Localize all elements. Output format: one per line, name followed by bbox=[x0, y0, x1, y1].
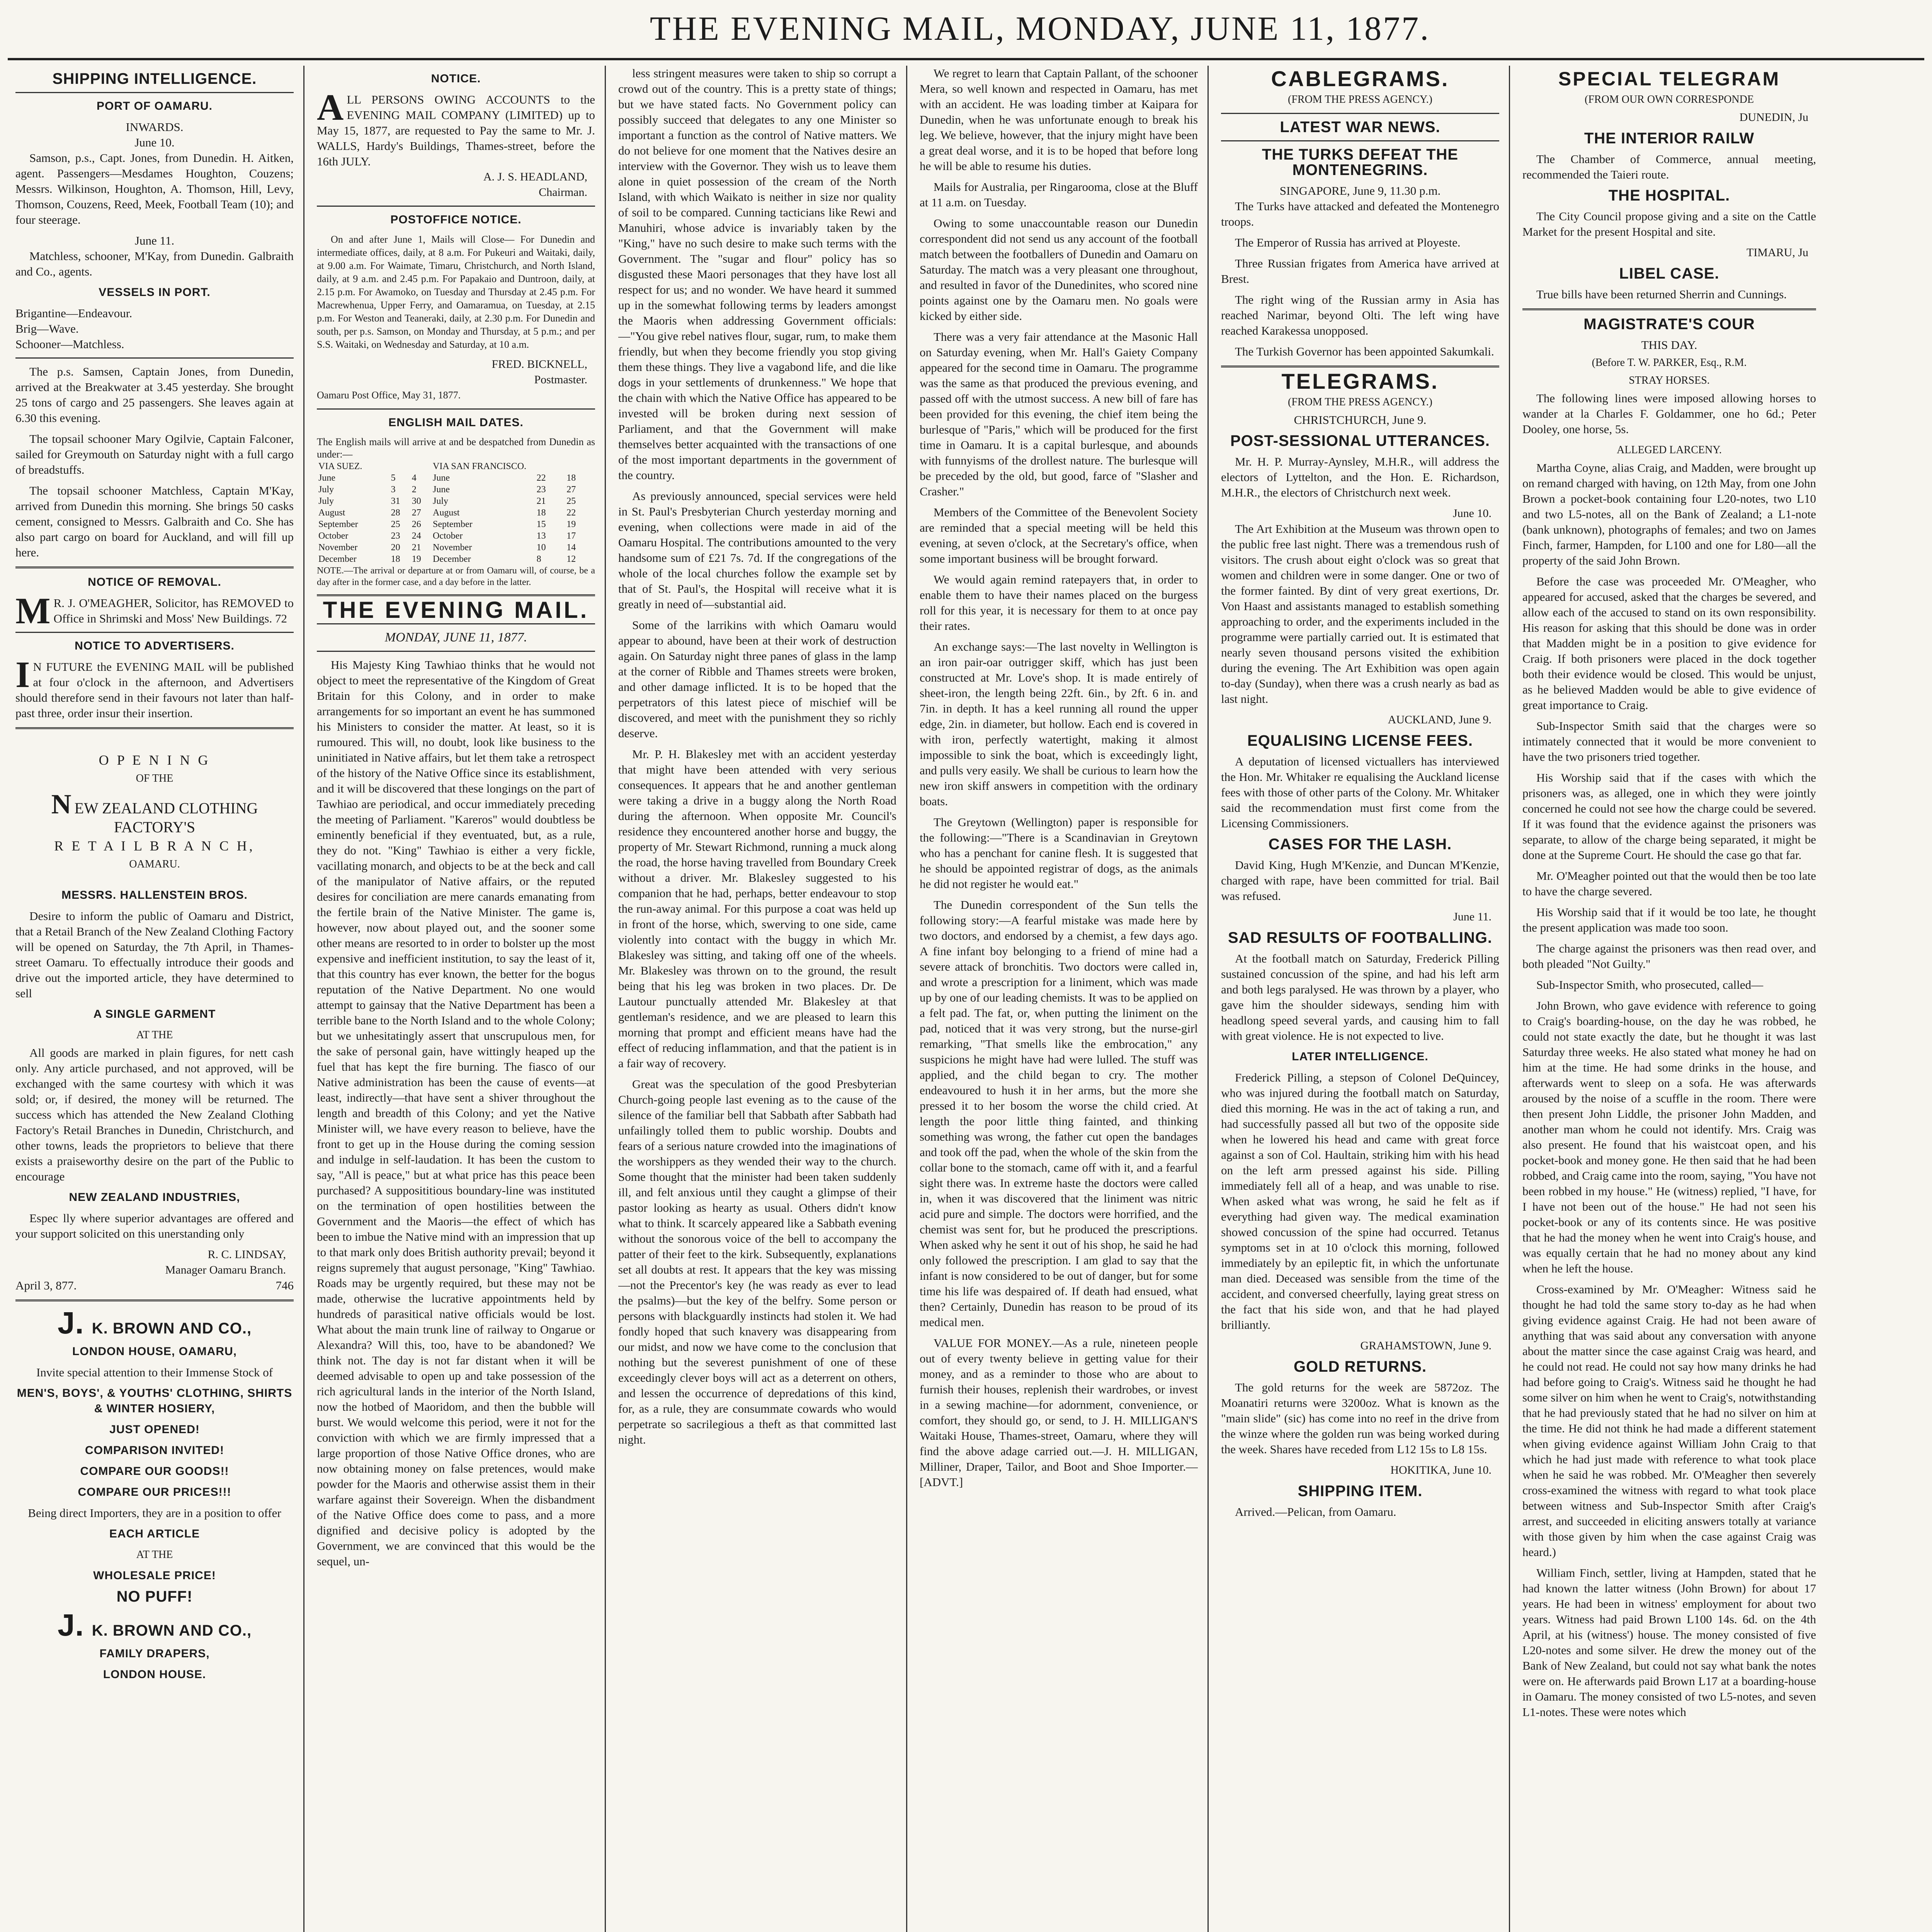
court-paragraph: His Worship said that if it would be too late, he thought the present application was made too soon. bbox=[1522, 905, 1816, 934]
football-heading: SAD RESULTS OF FOOTBALLING. bbox=[1228, 929, 1492, 946]
table-cell: 10 bbox=[536, 543, 546, 553]
column-rule bbox=[1509, 66, 1510, 1932]
divider bbox=[15, 92, 294, 93]
invite-text: Invite special attention to their Immense Stock of bbox=[36, 1366, 273, 1379]
table-cell: November bbox=[433, 543, 472, 553]
court-paragraph: Before the case was proceeded Mr. O'Meagher, who appeared for accused, asked that the charges be severed, and allow each of the accused to stand on its own responsibility. His reason for asking that this should be done was in order that Madden might be in a position to give evidence for Craig. If both prisoners were placed in the dock together both their evidence would be closed. This would be unjust, as he believed Madden would be able to give evidence of great importance to Craig. bbox=[1522, 575, 1816, 712]
special-telegram-heading: SPECIAL TELEGRAM bbox=[1558, 68, 1781, 90]
article-paragraph: Members of the Committee of the Benevolent Society are reminded that a special meeting will be held this evening, at seven o'clock, at the Secretary's office, when some important business will be brought forward. bbox=[920, 505, 1198, 565]
table-cell: 13 bbox=[536, 531, 546, 541]
ad-number: 746 bbox=[276, 1279, 294, 1292]
table-cell: 25 bbox=[391, 519, 400, 529]
table-cell: July bbox=[318, 496, 334, 506]
lash-heading: CASES FOR THE LASH. bbox=[1268, 836, 1452, 853]
table-cell: 30 bbox=[412, 496, 421, 506]
removal-text: R. J. O'MEAGHER, Solicitor, has REMOVED to Office in Shrimski and Moss' New Buildings. bbox=[53, 596, 294, 625]
latest-war-heading: LATEST WAR NEWS. bbox=[1280, 119, 1440, 136]
column-6-inner bbox=[1522, 68, 1816, 1720]
court-heading: MAGISTRATE'S COUR bbox=[1583, 316, 1755, 333]
dateline: TIMARU, Ju bbox=[1746, 246, 1808, 259]
divider bbox=[317, 594, 595, 596]
table-cell: 18 bbox=[566, 473, 576, 483]
oamaru-label: OAMARU. bbox=[129, 858, 180, 870]
table-cell: December bbox=[318, 554, 357, 564]
divider bbox=[1221, 113, 1499, 114]
table-cell: 8 bbox=[536, 554, 541, 564]
table-row bbox=[317, 484, 595, 495]
table-cell: June bbox=[318, 473, 335, 483]
dropcap-i: I bbox=[15, 654, 30, 695]
brown-ad bbox=[15, 1308, 294, 1682]
dateline: CHRISTCHURCH, June 9. bbox=[1294, 413, 1427, 427]
article-paragraph: Owing to some unaccountable reason our Dunedin correspondent did not send us any account of the football match between the footballers of Dunedin and Oamaru on Saturday. The match was a very pleasant one throughout, and resulted in favor of the Dunedinites, who scored nine points against one by the Oamaru men. No goals were kicked by either side. bbox=[920, 216, 1198, 323]
divider bbox=[317, 623, 595, 624]
table-cell: August bbox=[433, 508, 460, 518]
signature-name: R. C. LINDSAY, bbox=[207, 1248, 286, 1261]
article-paragraph: The Greytown (Wellington) paper is responsible for the following:—"There is a Scandinavian in Greytown who has a penchant for canine flesh. It is suggested that he should be appointed registrar of dogs, as the animals he did not register he would eat." bbox=[920, 815, 1198, 891]
article-paragraph: Mails for Australia, per Ringarooma, close at the Bluff at 11 a.m. on Tuesday. bbox=[920, 180, 1198, 209]
column-6 bbox=[1522, 66, 1932, 1932]
divider bbox=[15, 632, 294, 633]
table-cell: 22 bbox=[566, 508, 576, 518]
masthead-rule bbox=[8, 58, 1924, 60]
this-day-label: THIS DAY. bbox=[1641, 338, 1697, 352]
shipping-item-heading: SHIPPING ITEM. bbox=[1298, 1483, 1423, 1500]
license-heading: EQUALISING LICENSE FEES. bbox=[1247, 732, 1473, 749]
english-mail-note: The English mails will arrive at and be despatched from Dunedin as under:— bbox=[317, 436, 595, 460]
court-paragraph: John Brown, who gave evidence with reference to going to Craig's boarding-house, on the day he was robbed, he could not state exactly the date, but he thought it was last Saturday three weeks. He also stated what money he had on him at the time. He had some drinks in the house, and afterwards went to sleep on a sofa. He was afterwards aroused by the noise of a scuffle in the room. There were then present John Liddle, the prisoner John Madden, and another man whom he could not identify. Mrs. Craig was also present. He found that his waistcoat open, and his pocket-book and money gone. He then said that he had been robbed, and Craig came into the room, saying, "You have not been robbed in my house." He (witness) replied, "I have, for I have not been out of the house." He had not seen his pocket-book or any of its contents since. He was positive that he had the money when he went into Craig's house, and was equally certain that he had no money about any kind when he left the house. bbox=[1522, 999, 1816, 1275]
telegram-paragraph: The Art Exhibition at the Museum was thrown open to the public free last night. There was a tremendous rush of visitors. The crush about eight o'clock was so great that women and children were in some danger. One or two of the former fainted. By dint of very great exertions, Dr. Von Haast and assistants managed to establish something approaching to order, and the experiments included in the programme were partially carried out. It is estimated that nearly seven thousand persons visited the exhibition during the evening. The Art Exhibition was open again to-day (Sunday), when there was a crush nearly as bad as last night. bbox=[1221, 522, 1499, 706]
dateline: HOKITIKA, June 10. bbox=[1390, 1464, 1492, 1476]
table-cell: 12 bbox=[566, 554, 576, 564]
brown-heading-2 bbox=[15, 1610, 294, 1641]
article-paragraph: There was a very fair attendance at the Masonic Hall on Saturday evening, when Mr. Hall's Gaiety Company appeared for the second time in Oamaru. The programme was the same as that produced the previous evening, and passed off with the utmost success. A new bill of fare has been provided for this evening, the chief item being the burlesque of "Paris," which will be produced for the first time in Oamaru. It is a capital burlesque, and abounds with funnyisms of the drollest nature. The burlesque will be preceded by the old, but good, farce of "Slasher and Crasher." bbox=[920, 330, 1198, 498]
london-house-2: LONDON HOUSE. bbox=[103, 1668, 206, 1681]
dropcap-n: N bbox=[51, 789, 71, 820]
larceny-label: ALLEGED LARCENY. bbox=[1617, 444, 1722, 456]
war-paragraph: The Turkish Governor has been appointed Sakumkali. bbox=[1235, 345, 1494, 358]
mail-table bbox=[317, 461, 595, 565]
retail-heading: R E T A I L B R A N C H, bbox=[54, 838, 255, 854]
turks-headline: THE TURKS DEFEAT THE MONTENEGRINS. bbox=[1262, 146, 1459, 179]
telegram-paragraph: The City Council propose giving and a site on the Cattle Market for the present Hospital and site. bbox=[1522, 209, 1816, 238]
table-row bbox=[317, 507, 595, 519]
mail-table-header bbox=[317, 461, 595, 472]
column-4 bbox=[920, 66, 1198, 1932]
divider bbox=[15, 727, 294, 729]
vessel-item: Brigantine—Endeavour. bbox=[15, 306, 133, 320]
column-rule bbox=[906, 66, 907, 1932]
divider bbox=[317, 651, 595, 652]
shipping-news: The p.s. Samsen, Captain Jones, from Dunedin, arrived at the Breakwater at 3.45 yesterday. She brought 25 tons of cargo and 25 passengers. She leaves again at 6.30 this evening. bbox=[15, 365, 294, 425]
table-cell: 15 bbox=[536, 519, 546, 529]
table-cell: 21 bbox=[412, 543, 421, 553]
table-cell: 24 bbox=[412, 531, 421, 541]
cablegrams-heading: CABLEGRAMS. bbox=[1271, 66, 1449, 91]
shipping-news: The topsail schooner Matchless, Captain M'Kay, arrived from Dunedin this morning. She brings 50 casks cement, consigned to Messrs. Galbraith and Co. She has also part cargo on board for Auckland, and will fill up here. bbox=[15, 484, 294, 559]
table-cell: 4 bbox=[412, 473, 417, 483]
court-paragraph: The following lines were imposed allowing horses to wander at la Charles F. Goldammer, one ho 6d.; Peter Dooley, one horse, 5s. bbox=[1522, 391, 1816, 436]
dateline: AUCKLAND, June 9. bbox=[1388, 713, 1492, 726]
table-row bbox=[317, 542, 595, 553]
removal-ad bbox=[15, 590, 294, 631]
ad-date: April 3, 877. bbox=[15, 1279, 77, 1292]
table-cell: June bbox=[433, 473, 450, 483]
table-row bbox=[317, 530, 595, 542]
article-paragraph: We regret to learn that Captain Pallant, of the schooner Mera, so well known and respected in Oamaru, has met with an accident. He was loading timber at Kaipara for Dunedin, when he was unfortunate enough to break his leg. We believe, however, that the injury might have been a great deal worse, and it is to be hoped that before long he will be able to resume his duties. bbox=[920, 66, 1198, 173]
dropcap-a: A bbox=[317, 87, 344, 128]
dropcap-m: M bbox=[15, 590, 51, 631]
clothing-line: MEN'S, BOYS', & YOUTHS' CLOTHING, SHIRTS & WINTER HOSIERY, bbox=[17, 1387, 293, 1415]
article-paragraph: We would again remind ratepayers that, in order to enable them to have their names placed on the burgess roll for this year, it is necessary for them to at once pay their rates. bbox=[920, 573, 1198, 633]
port-heading: PORT OF OAMARU. bbox=[97, 100, 213, 112]
london-house: LONDON HOUSE, OAMARU, bbox=[72, 1345, 237, 1358]
english-mail-heading: ENGLISH MAIL DATES. bbox=[388, 416, 524, 429]
table-cell: December bbox=[433, 554, 471, 564]
importers-text: Being direct Importers, they are in a position to offer bbox=[28, 1506, 281, 1520]
telegram-paragraph: Mr. H. P. Murray-Aynsley, M.H.R., will address the electors of Lyttelton, and the Hon. E. Richardson, M.H.R., the electors of Christchurch next week. bbox=[1221, 455, 1499, 499]
table-cell: 3 bbox=[391, 485, 396, 495]
table-cell: 14 bbox=[566, 543, 576, 553]
telegram-paragraph: A deputation of licensed victuallers has interviewed the Hon. Mr. Whitaker re equalising the Auckland license fees with those of other parts of the Colony. Mr. Whitaker said the recommendation must first come from the Licensing Commissioners. bbox=[1221, 755, 1499, 830]
telegrams-heading: TELEGRAMS. bbox=[1281, 369, 1439, 393]
table-cell: 23 bbox=[536, 485, 546, 495]
court-paragraph: Cross-examined by Mr. O'Meagher: Witness said he thought he had told the same story to-day as he had when giving evidence against Craig. He had not been aware of anything that was said about any conversation with anyone about the matter since the case against Craig was heard, and he could not read. He could not say how many drinks he had had before going to Craig's. Witness said he thought he had some silver on him when he went to Craig's, notwithstanding that he had previously stated that he had no silver on him at the time. He did not think he had made a different statement when giving evidence against William John Craig to that which he had just made with reference to what took place when he said he was robbed. Mr. O'Meagher then severely cross-examined the witness with regard to what took place between witness and Sub-Inspector Smith after Craig's arrest, and succeeded in eliciting answers totally at variance with those given by him when the case against Craig was heard.) bbox=[1522, 1282, 1816, 1559]
table-row bbox=[317, 472, 595, 484]
post-text: On and after June 1, Mails will Close— For Dunedin and intermediate offices, daily, at 8 a.m. For Pukeuri and Waitaki, daily, at 9.00 a.m. For Waimate, Timaru, Christchurch, and North Island, daily, at 9 a.m. and 2.45 p.m. For Papakaio and Duntroon, daily, at 2.15 p.m. For Awamoko, on Tuesday and Thursday at 2.45 p.m. For Macrewhenua, Upper Ferry, and Oamaramua, on Tuesday, at 2.15 p.m. For Weston and Teaneraki, daily, at 2.30 p.m. For Dunedin and south, per p.s. Samson, on Monday and Thursday, at 5 p.m.; and per S.S. Waitaki, on Wednesday and Saturday, at 10 a.m. bbox=[317, 234, 595, 350]
date-label: June 11. bbox=[134, 234, 175, 247]
of-the-label: OF THE bbox=[136, 772, 173, 784]
table-cell: 26 bbox=[412, 519, 421, 529]
press-agency-label: (FROM THE PRESS AGENCY.) bbox=[1288, 396, 1432, 408]
post-sessional-heading: POST-SESSIONAL UTTERANCES. bbox=[1230, 432, 1490, 449]
paper-title: THE EVENING MAIL. bbox=[323, 597, 589, 623]
railway-heading: THE INTERIOR RAILW bbox=[1584, 130, 1755, 147]
table-cell: 22 bbox=[536, 473, 546, 483]
war-paragraph: Three Russian frigates from America have arrived at Brest. bbox=[1221, 257, 1499, 286]
article-paragraph: Some of the larrikins with which Oamaru would appear to abound, have been at their work of destruction again. On Saturday night three panes of glass in the lamp at the corner of Ribble and Thames streets were broken, and other damage inflicted. It is to be hoped that the perpetrators of this latest piece of mischief will be discovered, and meet with the punishment they so richly deserve. bbox=[618, 618, 896, 740]
court-paragraph: William Finch, settler, living at Hampden, stated that he had known the latter witness (John Brown) for about 17 years. He had been in witness' employment for about two years. Witness had paid Brown L100 14s. 6d. on the 4th April, at his (witness') house. The money consisted of five L20-notes and some silver. He drew the money out of the Bank of New Zealand, but could not say what bank the notes were on. He afterwards paid Brown L17 at a boarding-house in Oamaru. The money consisted of two L5-notes, and seven L1-notes. These were notes which bbox=[1522, 1566, 1816, 1719]
hospital-heading: THE HOSPITAL. bbox=[1608, 187, 1730, 204]
article-paragraph: An exchange says:—The last novelty in Wellington is an iron pair-oar outrigger skiff, which has just been constructed at Mr. Love's shop. It is made entirely of sheet-iron, the length being 22ft. 6in., by 2ft. 6 in. and 7in. in depth. It has a keel running all round the upper edge, 2in. in diameter, but hollow. Each end is covered in with iron, perfectly watertight, making it almost impossible to sink the boat, which is exceedingly light, and pulls very easily. We shall be curious to learn how the new iron skiff answers in competition with the ordinary boats. bbox=[920, 640, 1198, 808]
court-paragraph: Sub-Inspector Smith said that the charges were so intimately connected that it would be more convenient to have the two prisoners tried together. bbox=[1522, 719, 1816, 764]
removal-heading: NOTICE OF REMOVAL. bbox=[88, 576, 221, 588]
column-3 bbox=[618, 66, 896, 1932]
nz-clothing-text: EW ZEALAND CLOTHING FACTORY'S bbox=[74, 799, 258, 836]
compare-prices: COMPARE OUR PRICES!!! bbox=[78, 1486, 231, 1498]
opening-heading: O P E N I N G bbox=[99, 752, 211, 768]
table-cell: 28 bbox=[391, 508, 400, 518]
mail-note: NOTE.—The arrival or departure at or from Oamaru will, of course, be a day after in the former case, and a day before in the latter. bbox=[317, 566, 595, 587]
table-cell: July bbox=[433, 496, 449, 506]
telegram-paragraph: David King, Hugh M'Kenzie, and Duncan M'Kenzie, charged with rape, have been committed for trial. Bail was refused. bbox=[1221, 858, 1499, 903]
each-article: EACH ARTICLE bbox=[109, 1527, 200, 1540]
table-cell: June bbox=[433, 485, 450, 495]
nz-clothing-heading bbox=[15, 789, 294, 835]
family-drapers: FAMILY DRAPERS, bbox=[99, 1647, 210, 1660]
table-cell: October bbox=[318, 531, 349, 541]
telegram-paragraph: Frederick Pilling, a stepson of Colonel DeQuincey, who was injured during the football match on Saturday, died this morning. He was in the act of taking a run, and had successfully passed all but two of the opposite side when he lowered his head and came with great force against a son of Col. Haultain, striking him with his head on the left arm pressed against his side. Pilling immediately fell all of a heap, and was unable to rise. When asked what was wrong, he said he felt as if everything had given way. The medical examination showed concussion of the spine had occurred. Tetanus symptoms set in at 10 o'clock this morning, followed immediately by an epileptic fit, in which the unfortunate man died. Deceased was sensible from the time of the accident, and conversed cheerfully, laying great stress on the fact that his side won, and that he had played brilliantly. bbox=[1221, 1071, 1499, 1332]
post-heading: POSTOFFICE NOTICE. bbox=[390, 213, 522, 226]
via-sf: VIA SAN FRANCISCO. bbox=[433, 461, 527, 471]
hallenstein-text: Espec lly where superior advantages are offered and your support solicited on this unerstanding only bbox=[15, 1211, 294, 1240]
table-cell: September bbox=[433, 519, 473, 529]
date-label: June 10. bbox=[134, 136, 175, 149]
via-suez: VIA SUEZ. bbox=[318, 461, 362, 471]
hallenstein-text: All goods are marked in plain figures, for nett cash only. Any article purchased, and not approved, will be exchanged with the same courtesy with which it was sold; or, if desired, the money will be returned. The success which has attended the New Zealand Clothing Factory's Retail Branches in Dunedin, Christchurch, and other towns, leads the proprietors to believe that there exists a praiseworthy desire on the part of the Public to encourage bbox=[15, 1046, 294, 1183]
table-cell: 19 bbox=[412, 554, 421, 564]
article-paragraph: less stringent measures were taken to ship so corrupt a crowd out of the country. This is a pretty state of things; but we have stated facts. No Government policy can possibly succeed that delegates to any one Minister so important a function as the control of Native matters. We do not believe for one moment that the Natives desire an interview with the Governor. They wish us to leave them alone in quiet possession of the cream of the North Island, with which Waikato is neither in size nor quality of soil to be compared. Cunning tacticians like Rewi and Manuhiri, whose advice is invariably taken by the "King," have no such desire to make such terms with the Government. The "sugar and flour" policy has so disgusted these Maori personages that they have lost all respect for us; and no wonder. We have heard it summed up in the somewhat following terms by leaders amongst the Maoris when addressing Government officials:—"You give rebel natives flour, sugar, rum, to make them friendly, but when they become friendly you stop giving them these things. They live a vagabond life, and die like dogs in your settlements of drunkenness." We hope that the chain with which the Native Office has appeared to be invested will be broken during next session of Parliament, and that the Government will make themselves better acquainted with the transactions of one of the most important departments in the government of the country. bbox=[618, 66, 896, 482]
single-garment: A SINGLE GARMENT bbox=[93, 1008, 216, 1020]
nz-industries: NEW ZEALAND INDUSTRIES, bbox=[69, 1191, 240, 1204]
arrival-text: Matchless, schooner, M'Kay, from Dunedin. Galbraith and Co., agents. bbox=[15, 249, 294, 278]
at-the-label: AT THE bbox=[136, 1029, 173, 1041]
table-cell: 31 bbox=[391, 496, 400, 506]
table-cell: 21 bbox=[536, 496, 546, 506]
later-heading: LATER INTELLIGENCE. bbox=[1292, 1050, 1429, 1063]
dropcap-j: J. bbox=[57, 1306, 84, 1340]
table-row bbox=[317, 495, 595, 507]
divider bbox=[15, 1299, 294, 1301]
war-paragraph: The Turks have attacked and defeated the Montenegro troops. bbox=[1221, 199, 1499, 228]
article-paragraph: As previously announced, special services were held in St. Paul's Presbyterian Church yesterday morning and evening, when collections were made in aid of the Oamaru Hospital. The contributions amounted to the very handsome sum of £21 7s. 7d. If the congregations of the whole of the local churches follow the example set by that of St. Paul's, the Hospital will receive what it is greatly in need of—substantial aid. bbox=[618, 489, 896, 611]
post-date: Oamaru Post Office, May 31, 1877. bbox=[317, 389, 461, 401]
column-rule bbox=[605, 66, 606, 1932]
advertisers-text: N FUTURE the EVENING MAIL will be published at four o'clock in the afternoon, and Advertisers should therefore send in their favours not later than half-past three, order insur their insertion. bbox=[15, 660, 294, 720]
signature-name: FRED. BICKNELL, bbox=[492, 358, 587, 371]
editorial-text: His Majesty King Tawhiao thinks that he would not object to meet the representative of the Kingdom of Great Britain for this Colony, and in order to make arrangements for so important an event he has summoned his Ministers to consider the matter. At least, so it is rumoured. This will, no doubt, look like business to the uninitiated in Native affairs, but let them take a retrospect of the history of the Native Office since its establishment, and it will be discovered that these longings on the part of Tawhiao are periodical, and occur immediately preceding the meeting of Parliament. "Kareros" would doubtless be eminently beneficial if they eventuated, but, as a rule, they do not. "King" Tawhiao is either a very fickle, vacillating monarch, and objects to be at the beck and call of the manipulator of Native affairs, or the reputed desires for conciliation are mere canards emanating from the fertile brain of the Native Minister. The game is, however, now about played out, and the sooner some other means are resorted to in order to bolster up the most expensive and inefficient institution, to say the least of it, that this country has ever known, the better for the bogus reputation of the Native Department. No one would attempt to gainsay that the Native Department has been a terrible bane to the North Island and to the whole Colony; but we unhesitatingly assert that unscrupulous men, for the sake of personal gain, have wittingly heaped up the fuel that has kept the fire burning. The fiasco of our Native administration has been the cause of events—at least, indirectly—that have sent a shiver throughout the length and breadth of this Colony; and yet the Native Minister will, we have every reason to believe, have the front to get up in the House during the coming session and indulge in self-laudation. It has been the custom to say, "All is peace," but at what price has this peace been purchased? A supposititious boundary-line was instituted on the termination of open hostilities between the Government and the Maoris—the effect of which has been to imbue the Native mind with an impression that up to that mark only does British authority prevail; beyond it reigns supremely that august personage, "King" Tawhiao. Roads may be urgently required, but these may not be made, otherwise the lucrative appointments held by hundreds of parasitical native officials would be lost. What about the main trunk line of railway to Ongarue or Alexandra? Will this, too, have to be abandoned? We think not. The day is not far distant when it will be deemed advisable to open up and take possession of the rich agricultural lands in the interior of the North Island, now the hotbed of Maoridom, and then the bubble will burst. We would welcome this period, were it not for the conviction with which we are firmly impressed that a large proportion of those Native Office drones, who are now obtaining money on false pretences, would make powder for the Maoris and otherwise assist them in their warfare against their Sovereign. When the disbandment of the Native Office does come to pass, and a more dignified and decisive policy is adopted by the Government, we are convinced that this would be the sequel, un- bbox=[317, 658, 595, 1568]
signature-name: A. J. S. HEADLAND, bbox=[483, 170, 587, 183]
shipping-heading: SHIPPING INTELLIGENCE. bbox=[52, 70, 257, 87]
table-row bbox=[317, 553, 595, 565]
vessel-item: Brig—Wave. bbox=[15, 322, 79, 335]
vessel-item: Schooner—Matchless. bbox=[15, 337, 124, 351]
table-cell: 27 bbox=[566, 485, 576, 495]
wholesale-price: WHOLESALE PRICE! bbox=[93, 1569, 216, 1582]
divider bbox=[1522, 308, 1816, 310]
signature-role: Chairman. bbox=[539, 186, 587, 199]
telegram-paragraph: Arrived.—Pelican, from Oamaru. bbox=[1235, 1505, 1396, 1519]
dateline: June 11. bbox=[1453, 910, 1492, 923]
article-paragraph: The Dunedin correspondent of the Sun tells the following story:—A fearful mistake was made here by two doctors, and endorsed by a chemist, a few days ago. A fine infant boy belonging to a friend of mine had a severe attack of bronchitis. Two doctors were called in, and wrote a prescription for a liniment, which was made up by one of our leading chemists. It was to be applied on a felt pad. The fat, or, when putting the liniment on the pad, noticed that it was very strong, but the nurse-girl remarking, "That smells like the embrocation," any suspicions he might have had were lulled. The stuff was applied, and the child began to cry. The mother endeavoured to hush it in her arms, but the more she pressed it to her bosom the worse the child cried. At length the poor little thing fainted, and thinking something was wrong, the father cut open the bandages and took off the pad, when the whole of the skin from the collar bone to the stomach, came off with it, and a fearful sight there was. In extreme haste the doctors were called in, when it was discovered that the liniment was nitric acid pure and simple. The doctors were horrified, and the chemist was sent for, but he produced the prescriptions. When asked why he sent it out of his shop, he said he had only followed the prescription. I am glad to say that the infant is now considered to be out of danger, but for some time his life was despaired of. If death had ensued, what then? Certainly, Dunedin has reason to be proud of its medical men. bbox=[920, 898, 1198, 1329]
brown-name: K. BROWN AND CO., bbox=[92, 1320, 252, 1337]
table-cell: October bbox=[433, 531, 463, 541]
paper-date: MONDAY, JUNE 11, 1877. bbox=[384, 630, 527, 645]
table-cell: 2 bbox=[412, 485, 417, 495]
divider bbox=[1221, 140, 1499, 141]
dateline: SINGAPORE, June 9, 11.30 p.m. bbox=[1279, 184, 1441, 197]
ad-number: 72 bbox=[275, 612, 287, 625]
table-cell: 25 bbox=[566, 496, 576, 506]
signature-role: Manager Oamaru Branch. bbox=[165, 1264, 286, 1276]
inwards-label: INWARDS. bbox=[126, 120, 184, 134]
masthead: THE EVENING MAIL, MONDAY, JUNE 11, 1877. bbox=[650, 10, 1430, 48]
article-paragraph: Mr. P. H. Blakesley met with an accident yesterday that might have been attended with very serious consequences. It appears that he and another gentleman were taking a drive in a buggy along the North Road during the afternoon. When opposite Mr. Council's residence they encountered another horse and buggy, the property of Mr. Stewart Richmond, running a muck along the road, the horse having travelled from Boundary Creek without a driver. Mr. Blakesley suggested to his companion that he had, perhaps, better endeavour to stop the run-away animal. For this purpose a coat was held up in front of the horse, which, swerving to one side, came violently into contact with the buggy in which Mr. Blakesley was sitting, and taking off one of the wheels. Mr. Blakesley was thrown on to the ground, the result being that his leg was broken in two places. Dr. De Lautour punctually attended Mr. Blakesley at that gentleman's residence, and we are pleased to learn this morning that prompt and efficient means have had the effect of reducing inflammation, and that the patient is in a fair way of recovery. bbox=[618, 747, 896, 1070]
court-paragraph: Sub-Inspector Smith, who prosecuted, called— bbox=[1536, 978, 1764, 992]
libel-heading: LIBEL CASE. bbox=[1619, 265, 1719, 282]
table-cell: November bbox=[318, 543, 358, 553]
notice-ad bbox=[317, 87, 595, 169]
divider bbox=[317, 206, 595, 207]
advertisers-heading: NOTICE TO ADVERTISERS. bbox=[75, 639, 235, 652]
table-cell: 23 bbox=[391, 531, 400, 541]
court-paragraph: The charge against the prisoners was then read over, and both pleaded "Not Guilty." bbox=[1522, 942, 1816, 971]
divider bbox=[15, 566, 294, 568]
telegram-paragraph: True bills have been returned Sherrin and Cunnings. bbox=[1536, 287, 1787, 301]
ad-footer bbox=[15, 1278, 294, 1293]
no-puff: NO PUFF! bbox=[116, 1588, 193, 1605]
table-cell: 5 bbox=[391, 473, 396, 483]
dateline: June 10. bbox=[1453, 507, 1492, 520]
article-paragraph: Great was the speculation of the good Presbyterian Church-going people last evening as to the cause of the silence of the familiar bell that Sabbath after Sabbath had unfailingly tolled them to public worship. Doubts and fears of a serious nature crowded into the imaginations of the worshippers as they wended their way to the church. Some thought that the minister had been taken suddenly ill, and felt anxious until they caught a glimpse of their pastor looking as hearty as usual. Others didn't know what to think. It scarcely appeared like a Sabbath evening without the sonorous voice of the bell to accompany the patter of their feet to the kirk. Subsequently, explanations set all doubts at rest. It appears that the key was missing—not the Precentor's key (he was ready as ever to lead the psalms)—but the key of the belfry. Some person or persons with blackguardly instincts had stolen it. We had fondly hoped that such knavery was disappearing from our midst, and now we have come to the conclusion that nothing but the severest punishment of one of these exceedingly clever boys will act as a deterrent on others, and lessen the occurrence of depredations of this kind, for, as a rule, they are consummate cowards who would perpetrate so sacrilegious a theft as that committed last night. bbox=[618, 1077, 896, 1446]
dateline: GRAHAMSTOWN, June 9. bbox=[1360, 1339, 1492, 1352]
press-agency-label: (FROM THE PRESS AGENCY.) bbox=[1288, 94, 1432, 105]
article-paragraph: VALUE FOR MONEY.—As a rule, nineteen people out of every twenty believe in getting value for their money, and as a reminder to those who are about to furnish their houses, replenish their wardrobes, or invest in a sewing machine—for adornment, convenience, or comfort, they should go, or send, to J. H. MILLIGAN'S Waitaki House, Thames-street, Oamaru, where they will find the above adage carried out.—J. H. MILLIGAN, Milliner, Draper, Tailor, and Boot and Shoe Importer.—[ADVT.] bbox=[920, 1336, 1198, 1489]
telegram-paragraph: The Chamber of Commerce, annual meeting, recommended the Taieri route. bbox=[1522, 152, 1816, 181]
divider bbox=[1221, 366, 1499, 367]
before-label: (Before T. W. PARKER, Esq., R.M. bbox=[1592, 357, 1747, 369]
hallenstein-text: Desire to inform the public of Oamaru and District, that a Retail Branch of the New Zealand Clothing Factory will be opened on Saturday, the 7th April, in Thames-street Oamaru. To effectually introduce their goods and drive out the imported article, they have determined to sell bbox=[15, 909, 294, 1000]
comparison-invited: COMPARISON INVITED! bbox=[85, 1444, 224, 1457]
dropcap-j: J. bbox=[57, 1608, 84, 1642]
table-cell: 18 bbox=[536, 508, 546, 518]
brown-name: K. BROWN AND CO., bbox=[92, 1622, 252, 1639]
table-cell: September bbox=[318, 519, 358, 529]
court-paragraph: Mr. O'Meagher pointed out that the would then be too late to have the charge severed. bbox=[1522, 869, 1816, 898]
table-cell: 18 bbox=[391, 554, 400, 564]
column-5 bbox=[1221, 66, 1499, 1932]
signature-role: Postmaster. bbox=[534, 373, 587, 386]
shipping-news: The topsail schooner Mary Ogilvie, Captain Falconer, sailed for Greymouth on Saturday night with a full cargo of breadstuffs. bbox=[15, 432, 294, 476]
telegram-paragraph: The gold returns for the week are 5872oz. The Moanatiri returns were 3200oz. What is known as the "main slide" (sic) has come into no reef in the drive from the winze where the golden run was being worked during the week. Shares have receded from L12 15s to L8 15s. bbox=[1221, 1381, 1499, 1456]
telegram-paragraph: At the football match on Saturday, Frederick Pilling sustained concussion of the spine, and had his left arm and both legs paralysed. He was thrown by a player, who gave him the shoulder sideways, sending him with headlong speed several yards, and causing him to fall with great violence. He is not expected to live. bbox=[1221, 952, 1499, 1043]
at-the-label: AT THE bbox=[136, 1549, 173, 1561]
just-opened: JUST OPENED! bbox=[109, 1423, 200, 1436]
table-cell: July bbox=[318, 485, 334, 495]
vessels-heading: VESSELS IN PORT. bbox=[99, 286, 211, 299]
notice-heading: NOTICE. bbox=[431, 72, 481, 85]
arrival-text: Samson, p.s., Capt. Jones, from Dunedin. H. Aitken, agent. Passengers—Mesdames Houghton, Couzens; Messrs. Wilkinson, Houghton, A. Thomson, Hill, Levy, Thomson, Couzens, Reed, Meek, Football Team (10); and four steerage. bbox=[15, 151, 294, 226]
divider bbox=[15, 357, 294, 359]
column-1 bbox=[15, 66, 294, 1932]
table-cell: 20 bbox=[391, 543, 400, 553]
table-cell: 17 bbox=[566, 531, 576, 541]
notice-text: LL PERSONS OWING ACCOUNTS to the EVENING MAIL COMPANY (LIMITED) up to May 15, 1877, are requested to Pay the same to Mr. J. WALLS, Hardy's Buildings, Thames-street, before the 16th JULY. bbox=[317, 93, 595, 168]
table-row bbox=[317, 519, 595, 530]
column-rule bbox=[303, 66, 304, 1932]
brown-heading bbox=[15, 1308, 294, 1338]
table-cell: August bbox=[318, 508, 345, 518]
table-cell: 27 bbox=[412, 508, 421, 518]
table-cell: 19 bbox=[566, 519, 576, 529]
gold-heading: GOLD RETURNS. bbox=[1293, 1358, 1427, 1375]
advertisers-notice bbox=[15, 654, 294, 721]
war-paragraph: The right wing of the Russian army in Asia has reached Narimar, beyond Olti. The left wing have reached Karakessa unopposed. bbox=[1221, 293, 1499, 337]
court-paragraph: His Worship said that if the cases with which the prisoners was, as alleged, one in which they were jointly concerned he could not see how the charge could be severed. If it was found that the evidence against the prisoners was separate, to allow of the charge being separated, it might be done at the Supreme Court. He should the case go that far. bbox=[1522, 771, 1816, 862]
column-2 bbox=[317, 66, 595, 1932]
court-paragraph: Martha Coyne, alias Craig, and Madden, were brought up on remand charged with having, on 12th May, from one John Brown a pocket-book containing four L20-notes, two L10 and two L5-notes, all on the Bank of Zealand; a L1-note (bank unknown), photographs of females; and two on James Finch, farmer, Hampden, for L100 and one for L80—all the property of the said John Brown. bbox=[1522, 461, 1816, 567]
own-correspondent-label: (FROM OUR OWN CORRESPONDE bbox=[1585, 94, 1754, 105]
war-paragraph: The Emperor of Russia has arrived at Ployeste. bbox=[1235, 236, 1461, 249]
dateline: DUNEDIN, Ju bbox=[1739, 111, 1808, 124]
divider bbox=[317, 408, 595, 410]
stray-horses-label: STRAY HORSES. bbox=[1629, 374, 1710, 386]
hallenstein-heading: MESSRS. HALLENSTEIN BROS. bbox=[61, 889, 248, 901]
compare-goods: COMPARE OUR GOODS!! bbox=[80, 1465, 229, 1478]
column-rule bbox=[1208, 66, 1209, 1932]
